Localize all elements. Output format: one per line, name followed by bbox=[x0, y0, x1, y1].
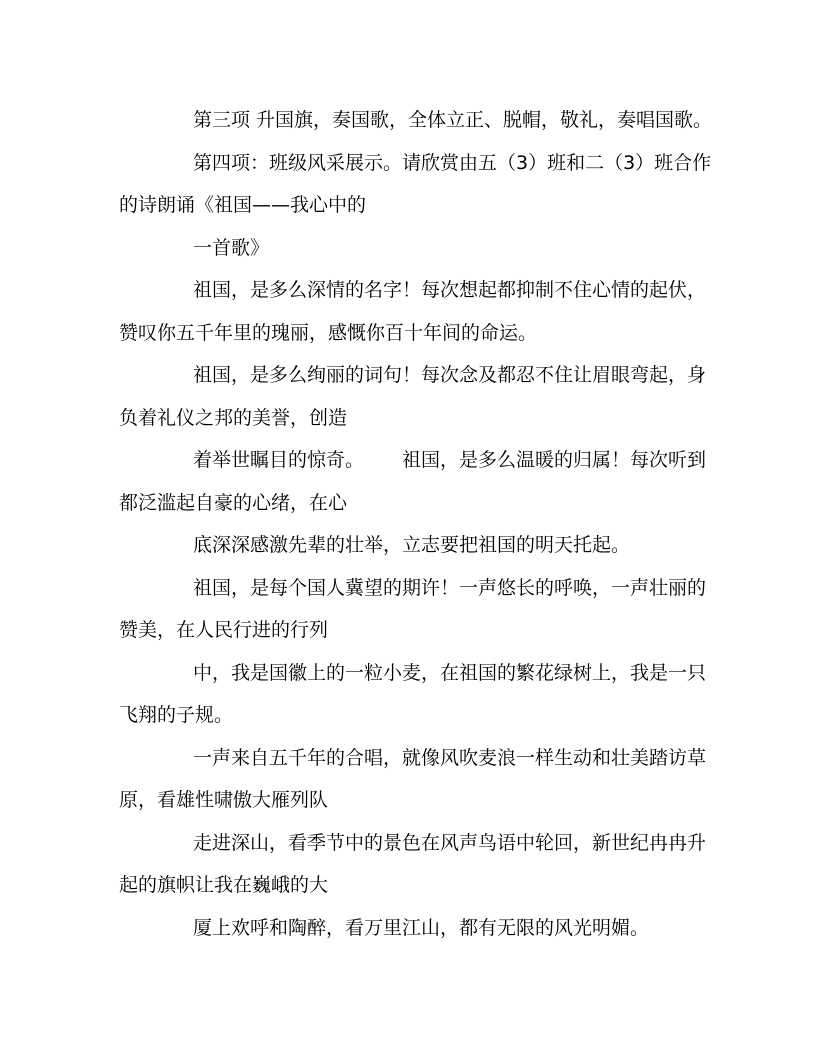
paragraph-line: 厦上欢呼和陶醉，看万里江山，都有无限的风光明媚。 bbox=[193, 917, 650, 939]
paragraph-line: 赞叹你五千年里的瑰丽，感慨你百十年间的命运。 bbox=[119, 322, 538, 344]
paragraph-line: 祖国，是多么绚丽的词句！每次念及都忍不住让眉眼弯起，身 bbox=[193, 364, 707, 386]
paragraph-line: 飞翔的子规。 bbox=[119, 704, 234, 726]
paragraph-line: 走进深山，看季节中的景色在风声鸟语中轮回，新世纪冉冉升 bbox=[193, 832, 707, 854]
paragraph-line: 祖国，是多么深情的名字！每次想起都抑制不住心情的起伏， bbox=[193, 279, 707, 301]
paragraph-line: 第三项 升国旗，奏国歌，全体立正、脱帽，敬礼，奏唱国歌。 bbox=[193, 109, 713, 131]
paragraph-line: 中，我是国徽上的一粒小麦，在祖国的繁花绿树上，我是一只 bbox=[193, 662, 707, 684]
paragraph-line-pair bbox=[193, 448, 706, 472]
paragraph-line: 底深深感激先辈的壮举，立志要把祖国的明天托起。 bbox=[193, 534, 631, 556]
paragraph-line: 赞美，在人民行进的行列 bbox=[119, 619, 329, 641]
paragraph-line: 的诗朗诵《祖国——我心中的 bbox=[119, 194, 367, 216]
paragraph-line: 负着礼仪之邦的美誉，创造 bbox=[119, 407, 348, 429]
paragraph-line: 一声来自五千年的合唱，就像风吹麦浪一样生动和壮美踏访草 bbox=[193, 747, 707, 769]
paragraph-line: 着举世瞩目的惊奇。 bbox=[193, 449, 365, 471]
paragraph-line: 起的旗帜让我在巍峨的大 bbox=[119, 874, 329, 896]
paragraph-line: 祖国，是多么温暖的归属！每次听到 bbox=[402, 449, 707, 471]
paragraph-line: 祖国，是每个国人冀望的期许！一声悠长的呼唤，一声壮丽的 bbox=[193, 577, 707, 599]
paragraph-line: 一首歌》 bbox=[193, 237, 270, 259]
paragraph-line: 第四项：班级风采展示。请欣赏由五（3）班和二（3）班合作 bbox=[193, 152, 712, 174]
paragraph-line: 原，看雄性啸傲大雁列队 bbox=[119, 789, 329, 811]
paragraph-line: 都泛滥起自豪的心绪，在心 bbox=[119, 492, 348, 514]
